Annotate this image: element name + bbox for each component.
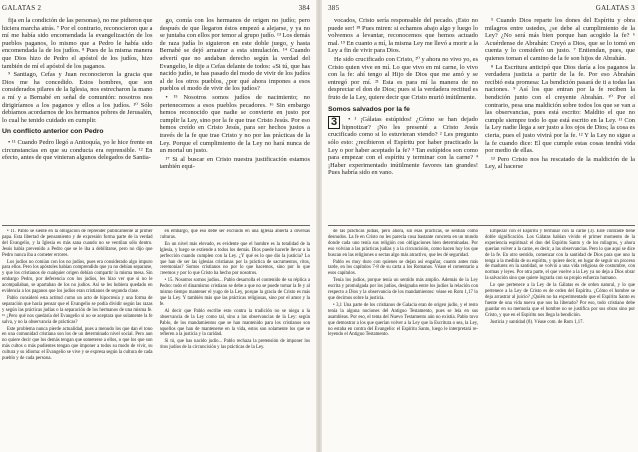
left-text-column-1 <box>2 17 153 222</box>
chapter-number: 3 <box>328 116 340 129</box>
footnote: • 11. Pablo se siente en la obligación de reprender públicamente al primer papa. Esta libertad de pensamiento y de expresión forma parte de la verdad del Evangelio, y la Iglesia es más sana cuando no se ventilan sólo dentro. Jesús había prevenido a Pedro que se le iba a debilitarse, pero no dijo que Pedro nunca iba a cometer errores. <box>2 229 153 258</box>
left-page <box>0 0 316 452</box>
footnote: Los judíos no comían con los no judíos, pues era considerado algo impuro para ellos. Pero los apóstoles habían comprendido que ya no debían separarse, y que los cristianos de cualquier origen debían compartir la misma mesa. Sin embargo Pedro, por deferencia con los judíos, les hizo ver que si no le acompañaban, se apartaban de los no judíos. Así se les hubiera quedado en evidencia a los paganos que los judíos eran cristianos de segunda clase. <box>2 259 153 295</box>
right-page-header <box>328 4 635 14</box>
paragraph: vocados, Cristo sería responsable del pecado. ¡Esto no puede ser! ¹⁸ Pues miren: si echamos abajo algo y luego lo volvemos a levantar, reconocemos que hemos actuado mal. ¹⁹ En cuanto a mí, la misma Ley me llevó a morir a la Ley a fin de vivir para Dios. <box>328 17 478 55</box>
footnote: Pablo consideró esta actitud como un acto de hipocresía y una forma de separación que hacía pensar que el Evangelio se podía dividir según las razas y según las prácticas judías o la separación de los hermanos de una misma fe. ¹⁶ ¿Pero qué nos quedaría del Evangelio si no se aceptara que solamente la fe salva, y no la observancia de prácticas? <box>2 295 153 325</box>
footnote: Pablo es muy duro con quienes se dejan así engañar, cuanto antes más tarde, en los capítulos 7-8 de su carta a los Romanos. Véase el comentario a esos capítulos. <box>328 259 478 277</box>
paragraph: ⁹ Santiago, Cefas y Juan reconocieron la gracia que Dios me ha concedido. Estos hombres, que son considerados pilares de la Iglesia, nos estrecharon la mano a mí y a Bernabé en señal de comunión: nosotros nos dirigiríamos a los paganos y ellos a los judíos. ¹⁰ Sólo debíamos acordarnos de los hermanos pobres de Jerusalén, lo cual he tenido cuidado en cumplir. <box>2 71 153 124</box>
running-head: GALATAS 3 <box>595 4 635 12</box>
paragraph: go, comía con los hermanos de origen no judío; pero después de que llegaron éstos empezó a alejarse, y ya no se juntaba con ellos por temor al grupo judío. ¹³ Los demás de raza judía lo siguieron en este doble juego, y hasta Bernabé se dejó arrastrar a esta simulación. ¹⁴ Cuando advertí que no andaban derecho según la verdad del Evangelio, le dije a Cefas delante de todos: «Si tú, que has nacido judío, te has pasado del modo de vivir de los judíos al de los otros pueblos, ¿por qué ahora impones a esos pueblos el modo de vivir de los judíos? <box>159 17 310 93</box>
section-title: Somos salvados por la fe <box>328 105 410 113</box>
footnote-divider <box>2 225 310 226</box>
footnote: • 15. Nosotros somos judíos... Pablo desarrolla el contenido de su réplica a Pedro: todo el dinamismo cristiano se debe a que no se puede tomar la fe y al mismo tiempo mantener el yugo de la Ley, porque la gracia de Cristo es más que la Ley. Y también más que las prácticas religiosas, sino por el amor y la fe. <box>159 278 310 307</box>
footnote: Justicia y santidad (8). Véase com. de Rom 1,17. <box>490 319 584 325</box>
right-footnote-column-2 <box>485 229 635 451</box>
running-head: GALATAS 2 <box>2 4 42 12</box>
left-page-header <box>2 4 310 14</box>
right-text-column-2 <box>485 17 635 222</box>
footnote: En un nivel más elevado, es evidente que el hombre es la totalidad de la Iglesia, y luego se extiende a todos los demás. Dios puede hacerle llevar a la perfección cuando cumplen con la Ley. ¿Y qué es lo que dio la justicia? Lo que han de ser las iglesias cristianas por la práctica de sacramentos, ritos, ceremonias? Somos cristianos no por lo que hacemos, sino por lo que creemos y por lo que Cristo ha hecho por nosotros. <box>159 241 310 277</box>
paragraph: • ¹⁵ Nosotros somos judíos de nacimiento; no pertenecemos a esos pueblos pecadores. ¹⁶ Sin embargo hemos reconocido que nadie se convierte en justo por cumplir la Ley, sino por la fe que trae Cristo Jesús. Por eso hemos creído en Cristo Jesús, para ser hechos justos a través de la fe que trae Cristo y no por las prácticas de la Ley. Porque el cumplimiento de la Ley no hará nunca de un mortal un justo. <box>159 93 310 155</box>
paragraph: ¹⁷ Si al buscar en Cristo nuestra justificación estamos también equi- <box>159 155 310 171</box>
left-text-column-2 <box>160 17 311 222</box>
paragraph: • ¹ ¡Gálatas estúpidos! ¿Cómo se han dejado hipnotizar? ¡No les presenté a Cristo Jesús crucificado como si lo estuvieran viendo? ² Les pregunto sólo esto: ¿recibieron el Espíritu por haber practicado la Ley o por haber aceptado la fe? ³ Tan estúpidos son como para empezar con el espíritu y terminar con la carne? ⁴ ¡Haber experimentado inútilmente favores tan grandes! Pues habría sido en vano. <box>328 116 478 177</box>
left-footnote-column-1 <box>2 229 153 451</box>
left-footnotes <box>2 229 310 451</box>
page-number: 385 <box>328 4 340 12</box>
right-text-columns <box>328 17 635 222</box>
footnote: • 3,1 Una parte de los cristianos de Galacia eran de origen judío, y el resto tenía la alguna nociones del Antiguo Testamento, pues se leía en sus asambleas. Por eso, el tema del Nuevo Testamento aún no existía. Pablo tuvo que demostrar a los que querían volver a la Ley que la Escritura o sea, la Ley, no estaba en contra del Evangelio: el Espíritu Santo, luego le interpretará re-leyendo el Antiguo Testamento. <box>328 302 478 338</box>
footnote: Empezar con el Espíritu y terminar con la carne (3). Este contraste tiene doble significación. Los Gálatas habían vivido el primer momento de la experiencia espiritual: el don del Espíritu Santo y de los milagros, y ahora querían volver a la carne, es decir, a las observancias. Pero lo que aquí se dice de la fe. En otro sentido, comenzar con la santidad de Dios para que uno la tenga a la medida de su espíritu, y quiere decir, en lugar de seguir un proceso de madurez en la santidad, se volvió a una vida religiosa de costumbre, con normas y leyes. Por otra parte, el que vuelve a la Ley ya no deja a Dios obrar la salvación sino que quiere lograrla con su propio esfuerzo humano. <box>485 229 635 282</box>
footnote: de las prácticas judías, pero ahora, sin esas prácticas, se sentían como desnudos. La fe en Cristo no les parecía cosa bastante concreta en un mundo donde cada uno tenía sus religión con obligaciones bien determinadas. Por eso volvían a las prácticas judías y a la circuncisión, como hacen hoy los que buscan en las religiones o sectas algo más atractivo, que les dé seguridad. <box>328 229 478 258</box>
footnote: Este problema nunca pierde actualidad, pues a menudo los que dan el tono en una comunidad cristiana son los de un determinado nivel social. Pero aun no quiere decir que los demás tengan que someterse a ellos, o que los que son más cultos o más pudientes tengan que imponer a todos su modo de vivir, su cultura y su idioma: el Evangelio se vive y se expresa según la cultura de cada pueblo y de cada persona. <box>2 326 153 362</box>
paragraph: ⁵ Cuando Dios reparte los dones del Espíritu y obra milagros entre ustedes, ¿se debe al cumplimiento de la Ley? ¿No será más bien porque han acogido la fe? ⁶ Acuérdense de Abrahán: Creyó a Dios, que se lo tomó en cuenta y lo consideró un justo. ⁷ Entiendan, pues, que quienes toman el camino de la fe son hijos de Abrahán. <box>485 17 635 62</box>
right-footnote-column-1 <box>328 229 478 451</box>
footnote: Si tú, que has nacido judío... Pablo rechaza la pretensión de imponer los ritos judíos de la circuncisión y las prácticas de la Ley. <box>159 339 310 351</box>
footnote-divider <box>328 225 635 226</box>
right-page <box>322 0 638 452</box>
footnote: en embargo, que eso debe ser excluido en una Iglesia abierta a diversas culturas. <box>159 229 310 240</box>
section-title: Un conflicto anterior con Pedro <box>2 128 104 136</box>
left-footnote-column-2 <box>160 229 311 451</box>
paragraph: fija en la condición de las personas), no me pidieron que hiciera marcha atrás. ⁷ Por el contrario, reconocieron que a mí me había sido encomendada la evangelización de los pueblos paganos, lo mismo que a Pedro le había sido encomendada la de los judíos. ⁸ Pues de la misma manera que Dios hizo de Pedro el apóstol de los judíos, hizo también de mí el apóstol de los paganos. <box>2 17 153 70</box>
paragraph: ¹³ Pero Cristo nos ha rescatado de la maldición de la Ley, al hacerse <box>485 155 635 171</box>
right-text-column-1 <box>328 17 478 222</box>
left-text-columns <box>2 17 310 222</box>
paragraph: He sido crucificado con Cristo, ²⁰ y ahora no vivo yo, es Cristo quien vive en mí. Lo que vivo en mi carne, lo vivo con la fe: ahí tengo al Hijo de Dios que me amó y se entregó por mí. ²¹ Esta es para mí la manera de no despreciar el don de Dios; pues si la verdadera rectitud es fruto de la Ley, quiere decir que Cristo murió inútilmente. <box>328 55 478 101</box>
paragraph: • ¹¹ Cuando Pedro llegó a Antioquía, yo le hice frente en circunstancias en que su conducta era reprensible. ¹² En efecto, antes de que vinieran algunos delegados de Santia- <box>2 138 153 162</box>
footnote: Lo que pertenece a la Ley de la Gálatas es de orden natural, y lo que pertenece a la Ley de Cristo es de orden del Espíritu. ¿Cómo el hombre se deja arrastrar al juicio? ¿Quién no ha experimentado que el Espíritu Santo es fuente de una vida nueva que nos ha liberado? Por eso, todo cristiano debe guardar en su memoria que el hombre no se justifica por sus obras sino por Cristo, y que en el Espíritu nos llega la bendición. <box>485 283 635 318</box>
page-number: 384 <box>298 4 310 12</box>
right-footnotes <box>328 229 635 451</box>
footnote: Tenía los judíos, porque tenía un sentido más amplio. Además de la Ley escrita y promulgada por los judíos, designaba entre los judíos la relación con respecto a Dios y la observancia de los mandamientos: véase en Rom 1,17 lo que decimos sobre la justicia. <box>328 278 478 301</box>
paragraph: ⁸ La Escritura anticipó que Dios daría a los paganos la verdadera justicia a partir de la fe. Por eso Abrahán recibió esta promesa: La bendición pasará de ti a todas las naciones. ⁹ Así los que entran por la fe reciben la bendición junto con el creyente Abrahán. ¹⁰ Por el contrario, pesa una maldición sobre todos los que se van a las observancias, pues está escrito: Maldito el que no cumple siempre todo lo que está escrito en la Ley. ¹¹ Con la Ley nadie llega a ser justo a los ojos de Dios; la cosa es cierta, pues el justo vivirá por la fe. ¹² Y la Ley no sigue a la fe cuando dice: El que cumple estas cosas tendrá vida por medio de ellas. <box>485 63 635 155</box>
footnote: Al decir que Pablo escribe esto contra la tradición no se niega a la observancia de la Ley como tal, sino a las observancias de la Ley: según Pablo, de los mandamientos que se han mantenido para los cristianos son aquellos que han de mantenerse en la vida, estos son solamente los que se refieren a la justicia y la caridad. <box>159 308 310 338</box>
